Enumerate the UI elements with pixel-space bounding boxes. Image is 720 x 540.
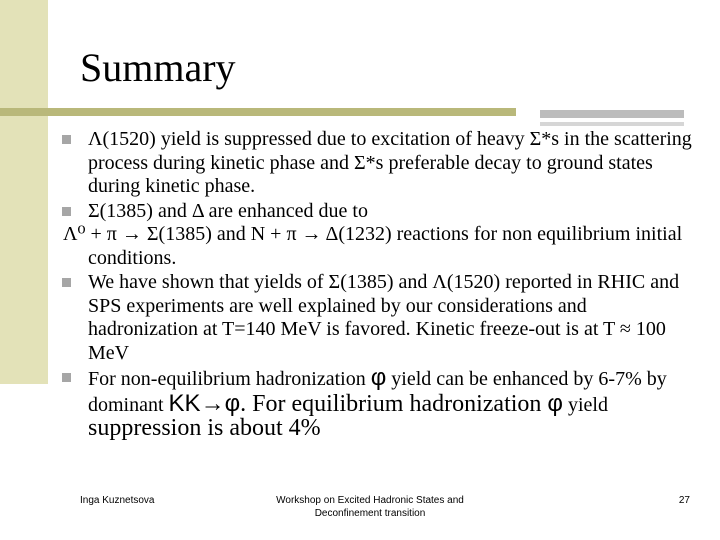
bullet-item-1 — [62, 128, 698, 199]
phi-symbol: φ — [547, 389, 563, 417]
square-bullet-icon — [62, 207, 71, 216]
bullet-text-cont: suppression is about 4% — [88, 415, 321, 441]
square-bullet-icon — [62, 278, 71, 287]
bullet-text-cont: . For equilibrium hadronization — [240, 390, 548, 417]
title-underline — [0, 108, 516, 116]
square-bullet-icon — [62, 135, 71, 144]
page-number: 27 — [678, 495, 690, 506]
bullet-text: For non-equilibrium hadronization — [88, 368, 371, 390]
phi-symbol: φ — [370, 364, 387, 391]
bullet-text-cont: yield can be enhanced by 6-7% by dominant — [88, 368, 667, 416]
bullet-item-4 — [62, 366, 698, 442]
bullet-item-3 — [62, 271, 698, 365]
kk-phi-reaction: KK→φ — [168, 389, 241, 417]
bullet-item-2 — [62, 200, 698, 271]
bullet-text: We have shown that yields of Σ(1385) and Λ(1520) reported in RHIC and SPS experiments are well explained by our considerations and hadronization at T=140 MeV is favored. Kinetic freeze-out is at T ≈ 100 MeV — [88, 271, 680, 364]
bullet-text: Λ(1520) yield is suppressed due to excitation of heavy Σ*s in the scattering process during kinetic phase and Σ*s preferable decay to ground states during kinetic phase. — [88, 128, 692, 197]
footer-author: Inga Kuznetsova — [80, 495, 155, 506]
bullet-list — [62, 128, 698, 443]
footer-workshop: Workshop on Excited Hadronic States and Deconfinement transition — [276, 495, 464, 519]
reaction-text: Λ⁰ + π → Σ(1385) and N + π → Δ(1232) reactions for non equilibrium initial conditions. — [63, 223, 683, 269]
title-underline-accent — [540, 110, 684, 118]
title-underline-accent-thin — [540, 122, 684, 126]
bullet-text: Σ(1385) and Δ are enhanced due to — [88, 199, 368, 222]
slide-title: Summary — [80, 45, 236, 90]
square-bullet-icon — [62, 373, 71, 382]
bullet-text-cont: yield — [562, 393, 608, 416]
left-decor-band — [0, 0, 48, 384]
